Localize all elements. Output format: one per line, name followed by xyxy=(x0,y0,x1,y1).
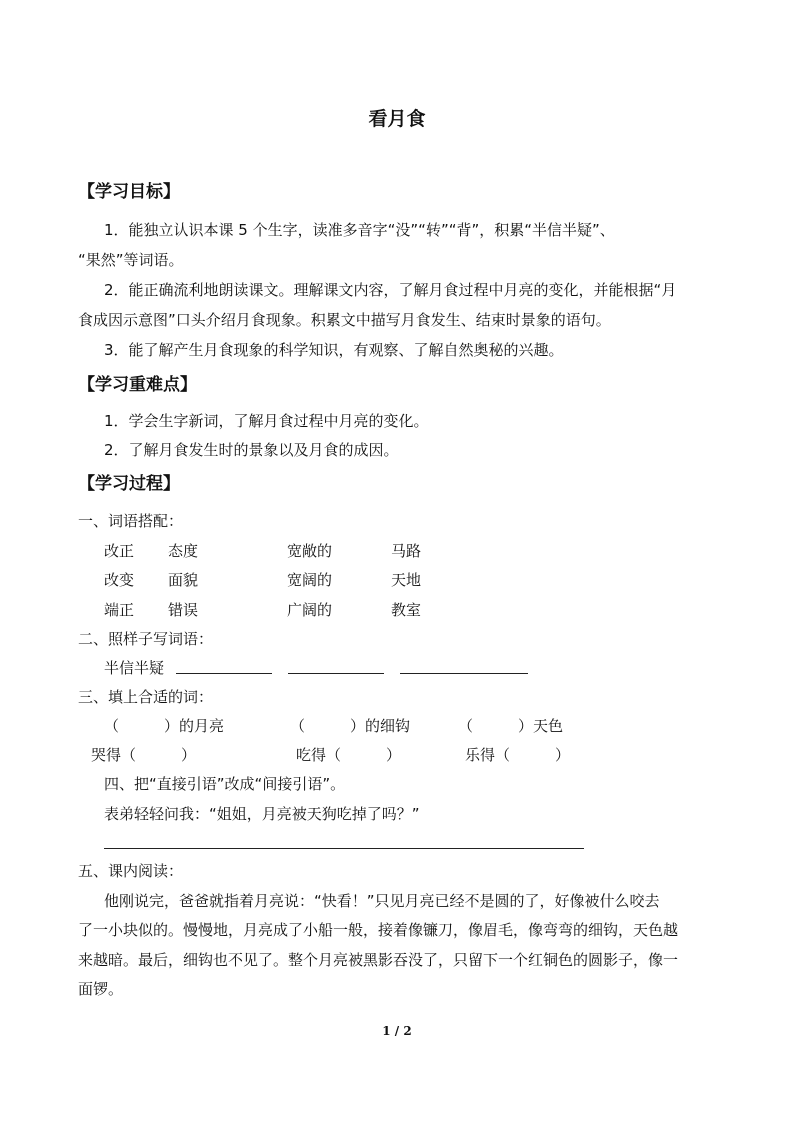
q1-label: 一、词语搭配： xyxy=(78,512,184,530)
objective-1-line-1: 1．能独立认识本课 5 个生字，读准多音字“没”“转”“背”，积累“半信半疑”、 xyxy=(104,221,615,239)
q1-right-word-1: 宽敞的 xyxy=(287,542,333,560)
objective-3: 3．能了解产生月食现象的科学知识，有观察、了解自然奥秘的兴趣。 xyxy=(104,341,564,359)
q2-blank-3[interactable] xyxy=(400,673,528,674)
objective-2-line-1: 2．能正确流利地朗读课文。理解课文内容，了解月食过程中月亮的变化，并能根据“月 xyxy=(104,281,677,299)
q1-left2-word-2: 面貌 xyxy=(168,571,199,589)
q3-row1-item-2[interactable]: （ ）的细钩 xyxy=(290,717,411,735)
q2-blank-2[interactable] xyxy=(288,673,384,674)
q5-passage-line-1: 他刚说完，爸爸就指着月亮说：“快看！”只见月亮已经不是圆的了，好像被什么咬去 xyxy=(104,892,660,910)
q3-row1-item-3[interactable]: （ ）天色 xyxy=(458,717,564,735)
q3-row2-item-3[interactable]: 乐得（ ） xyxy=(465,746,571,764)
q1-right2-word-1: 马路 xyxy=(391,542,422,560)
q1-left-word-3: 端正 xyxy=(104,601,135,619)
q1-left2-word-1: 态度 xyxy=(168,542,199,560)
q5-passage-line-3: 来越暗。最后，细钩也不见了。整个月亮被黑影吞没了，只留下一个红铜色的圆影子，像一 xyxy=(78,951,679,969)
q4-label: 四、把“直接引语”改成“间接引语”。 xyxy=(104,775,346,793)
q1-left-word-2: 改变 xyxy=(104,571,135,589)
q1-right2-word-2: 天地 xyxy=(391,571,422,589)
q1-left-word-1: 改正 xyxy=(104,542,135,560)
q3-row2-item-1[interactable]: 哭得（ ） xyxy=(91,746,197,764)
q1-right-word-3: 广阔的 xyxy=(287,601,333,619)
q5-passage-line-2: 了一小块似的。慢慢地，月亮成了小船一般，接着像镰刀，像眉毛，像弯弯的细钩，天色越 xyxy=(78,921,679,939)
q3-row2-item-2[interactable]: 吃得（ ） xyxy=(296,746,402,764)
page-title: 看月食 xyxy=(368,108,426,130)
keypoints-heading: 【学习重难点】 xyxy=(78,375,197,395)
keypoint-2: 2．了解月食发生时的景象以及月食的成因。 xyxy=(104,441,399,459)
q4-answer-line[interactable] xyxy=(104,848,584,849)
page-number: 1 / 2 xyxy=(382,1024,412,1038)
q5-passage-line-4: 面锣。 xyxy=(78,980,124,998)
process-heading: 【学习过程】 xyxy=(78,474,180,494)
objectives-heading: 【学习目标】 xyxy=(78,182,180,202)
objective-2-line-2: 食成因示意图”口头介绍月食现象。积累文中描写月食发生、结束时景象的语句。 xyxy=(78,311,611,329)
q2-blank-1[interactable] xyxy=(176,673,272,674)
q1-right2-word-3: 教室 xyxy=(391,601,422,619)
q3-label: 三、填上合适的词： xyxy=(78,688,214,706)
keypoint-1: 1．学会生字新词，了解月食过程中月亮的变化。 xyxy=(104,412,429,430)
q2-label: 二、照样子写词语： xyxy=(78,630,214,648)
q1-left2-word-3: 错误 xyxy=(168,601,199,619)
objective-1-line-2: “果然”等词语。 xyxy=(78,251,184,269)
q2-example: 半信半疑 xyxy=(104,659,165,677)
q1-right-word-2: 宽阔的 xyxy=(287,571,333,589)
q4-sentence: 表弟轻轻问我：“姐姐，月亮被天狗吃掉了吗？” xyxy=(104,805,420,823)
q3-row1-item-1[interactable]: （ ）的月亮 xyxy=(104,717,225,735)
q5-label: 五、课内阅读： xyxy=(78,862,184,880)
